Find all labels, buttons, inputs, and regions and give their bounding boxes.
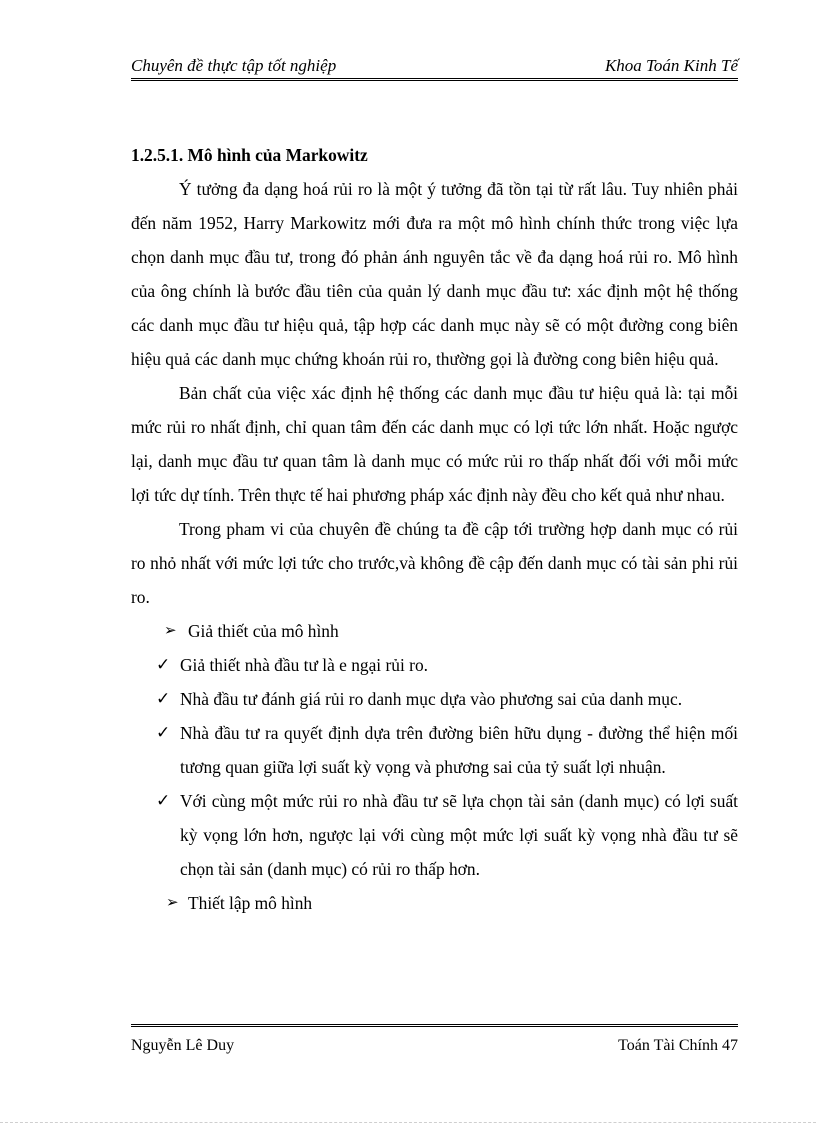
assumptions-heading <box>131 614 738 648</box>
checkmark-icon: ✓ <box>156 655 171 674</box>
checkmark-icon: ✓ <box>156 723 171 742</box>
paragraph: Ý tưởng đa dạng hoá rủi ro là một ý tưởng đã tồn tại từ rất lâu. Tuy nhiên phải đến năm 1952, Harry Markowitz mới đưa ra một mô hình chính thức trong việc lựa chọn danh mục đầu tư, trong đó phản ánh nguyên tắc về đa dạng hoá rủi ro. Mô hình của ông chính là bước đầu tiên của quản lý danh mục đầu tư: xác định một hệ thống các danh mục đầu tư hiệu quả, tập hợp các danh mục này sẽ có một đường cong biên hiệu quả các danh mục chứng khoán rủi ro, thường gọi là đường cong biên hiệu quả. <box>131 179 738 369</box>
list-item <box>131 648 738 682</box>
checkmark-icon: ✓ <box>156 791 171 810</box>
list-item-text: Nhà đầu tư đánh giá rủi ro danh mục dựa vào phương sai của danh mục. <box>180 689 683 709</box>
paragraph: Trong pham vi của chuyên đề chúng ta đề cập tới trường hợp danh mục có rủi ro nhỏ nhất với mức lợi tức cho trước,và không đề cập đến danh mục có tài sản phi rủi ro. <box>131 519 738 607</box>
page-content <box>131 138 738 920</box>
page-header <box>131 52 738 81</box>
setup-title: Thiết lập mô hình <box>188 893 313 913</box>
assumptions-title: Giả thiết của mô hình <box>188 621 339 641</box>
checkmark-icon: ✓ <box>156 689 171 708</box>
list-item-text: Nhà đầu tư ra quyết định dựa trên đường biên hữu dụng - đường thể hiện mối tương quan giữa lợi suất kỳ vọng và phương sai của tỷ suất lợi nhuận. <box>180 723 738 777</box>
list-item-text: Giả thiết nhà đầu tư là e ngại rủi ro. <box>180 655 428 675</box>
list-item <box>131 682 738 716</box>
header-document-title: Chuyên đề thực tập tốt nghiệp <box>131 56 337 75</box>
setup-heading <box>131 886 738 920</box>
arrow-bullet-icon: ➢ <box>164 623 177 639</box>
section-heading: 1.2.5.1. Mô hình của Markowitz <box>131 145 368 165</box>
header-department: Khoa Toán Kinh Tế <box>604 56 738 75</box>
list-item <box>131 784 738 886</box>
list-item <box>131 716 738 784</box>
footer-author: Nguyễn Lê Duy <box>131 1037 235 1054</box>
footer-class: Toán Tài Chính 47 <box>618 1037 738 1054</box>
list-item-text: Với cùng một mức rủi ro nhà đầu tư sẽ lựa chọn tài sản (danh mục) có lợi suất kỳ vọng lớn hơn, ngược lại với cùng một mức lợi suất kỳ vọng nhà đầu tư sẽ chọn tài sản (danh mục) có rủi ro thấp hơn. <box>180 791 738 879</box>
page-footer <box>131 1024 738 1063</box>
arrow-bullet-icon: ➢ <box>166 895 179 911</box>
paragraph: Bản chất của việc xác định hệ thống các danh mục đầu tư hiệu quả là: tại mỗi mức rủi ro nhất định, chỉ quan tâm đến các danh mục có lợi tức lớn nhất. Hoặc ngược lại, danh mục đầu tư quan tâm là danh mục có mức rủi ro thấp nhất đối với mỗi mức lợi tức dự tính. Trên thực tế hai phương pháp xác định này đều cho kết quả như nhau. <box>131 383 738 505</box>
